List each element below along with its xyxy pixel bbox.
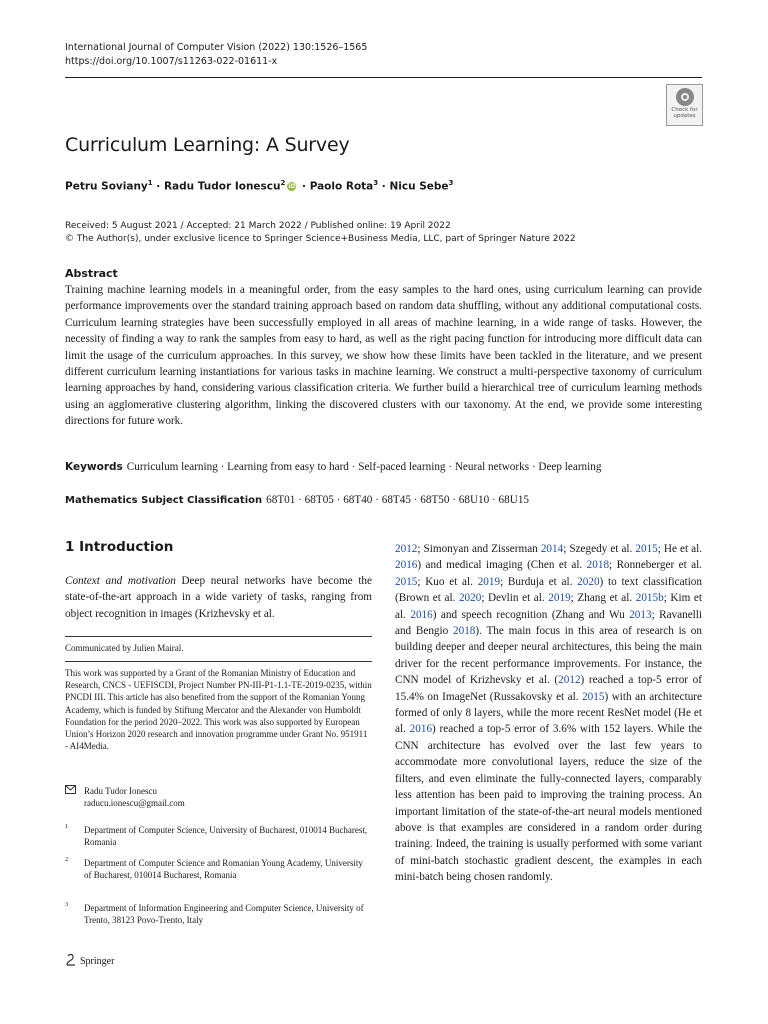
paragraph-text: ; Ravanelli and Bengio (395, 608, 703, 638)
paper-title: Curriculum Learning: A Survey (65, 134, 350, 156)
affiliation-number: 3 (65, 901, 69, 908)
paragraph-text: ; Ronneberger et al. (609, 559, 702, 572)
citation-link[interactable]: 2019 (477, 575, 501, 588)
check-updates-label-2: updates (673, 113, 696, 119)
doi-link[interactable]: https://doi.org/10.1007/s11263-022-01611-x (65, 56, 278, 67)
paragraph-text: ) and speech recognition (Zhang and Wu (432, 608, 630, 621)
affiliation-item (65, 857, 372, 881)
author-list: Petru Soviany$^1$ · Radu Tudor Ionescu$^2$ iD · Paolo Rota$^3$ · Nicu Sebe$^3$ (65, 179, 454, 193)
paragraph-lead: Context and motivation (65, 575, 176, 587)
copyright-notice: © The Author(s), under exclusive licence to Springer Science+Business Media, LLC, part of Springer Nature 2022 (65, 234, 576, 244)
publisher-footer (65, 953, 114, 970)
corresponding-author (65, 785, 372, 809)
author-affil: 2 (280, 179, 286, 187)
citation-link[interactable]: 2012 (558, 674, 581, 687)
paragraph-text: ; Szegedy et al. (563, 543, 636, 555)
citation-link[interactable]: 2012 (395, 543, 418, 555)
check-for-updates-badge[interactable] (666, 84, 703, 126)
section-heading: 1 Introduction (65, 539, 174, 555)
header-rule (65, 77, 702, 78)
intro-paragraph (65, 573, 372, 622)
check-updates-label: Check for (671, 107, 698, 113)
journal-citation: International Journal of Computer Vision (2022) 130:1526–1565 (65, 42, 368, 53)
paragraph-text: ; Burduja et al. (500, 575, 578, 588)
citation-link[interactable]: 2015 (635, 543, 658, 555)
author-name[interactable]: Paolo Rota (309, 180, 374, 193)
check-updates-icon (676, 88, 694, 106)
affiliation-text: Department of Information Engineering and Computer Science, University of Trento, 38123 Povo-Trento, Italy (84, 903, 364, 926)
paragraph-text: ; Simonyan and Zisserman (417, 543, 541, 555)
paragraph-text: ). The main focus in this area of research is on building deeper and deeper neural architectures, this being the main driver for the recent performance improvements. For instance, the CNN model of Krizhevsky et al. ( (395, 625, 702, 687)
affiliation-text: Department of Computer Science, University of Bucharest, 010014 Bucharest, Romania (84, 825, 368, 848)
msc-label: Mathematics Subject Classification (65, 495, 263, 506)
citation-link[interactable]: 2020 (458, 592, 482, 605)
affiliation-number: 2 (65, 856, 69, 863)
footnote-rule-2 (65, 661, 372, 662)
envelope-icon (65, 785, 76, 797)
affiliation-number: 1 (65, 823, 69, 830)
footnote-rule (65, 636, 372, 637)
contact-email[interactable]: raducu.ionescu@gmail.com (84, 798, 185, 809)
keywords-label: Keywords (65, 461, 123, 473)
paragraph-text: Deep neural networks have become the state-of-the-art approach in a wide variety of tasks, ranging from object recognition in images (Krizhevsky et al. (65, 575, 372, 620)
paragraph-text: ; Devlin et al. (481, 592, 549, 605)
author-affil: 3 (448, 179, 454, 187)
intro-paragraph-continued (395, 541, 702, 886)
communicated-note: Communicated by Julien Mairal. (65, 643, 184, 653)
paragraph-text: ; Kuo et al. (417, 575, 478, 588)
citation-link[interactable]: 2020 (577, 575, 600, 588)
citation-link[interactable]: 2014 (540, 543, 564, 555)
author-name[interactable]: Petru Soviany (65, 180, 148, 193)
author-name[interactable]: Nicu Sebe (389, 180, 449, 193)
author-name[interactable]: Radu Tudor Ionescu (163, 180, 281, 193)
paragraph-text: ; Kim et al. (395, 592, 702, 621)
affiliation-text: Department of Computer Science and Romanian Young Academy, University of Bucharest, 010014 Bucharest, Romania (84, 858, 363, 881)
paragraph-text: ) and medical imaging (Chen et al. (417, 559, 587, 572)
msc-text: 68T01 · 68T05 · 68T40 · 68T45 · 68T50 · 68U10 · 68U15 (266, 494, 530, 506)
publication-info (65, 220, 576, 246)
citation-link[interactable]: 2016 (410, 608, 433, 621)
paragraph-text: ) to text classification (Brown et al. (395, 575, 702, 605)
author-affil: 1 (147, 179, 153, 187)
paragraph-text: ) with an architecture formed of only 8 layers, while the more recent ResNet model (He et al. (395, 690, 702, 736)
contact-name: Radu Tudor Ionescu (84, 786, 158, 796)
affiliation-item (65, 824, 372, 848)
paragraph-text: ; Zhang et al. (570, 592, 636, 605)
abstract-heading: Abstract (65, 267, 118, 280)
orcid-icon[interactable]: iD (288, 183, 296, 190)
affiliation-item (65, 902, 372, 926)
paragraph-text: ) reached a top-5 error of 15.4% on ImageNet (Russakovsky et al. (395, 674, 702, 703)
journal-header (65, 41, 367, 69)
publication-dates: Received: 5 August 2021 / Accepted: 21 March 2022 / Published online: 19 April 2022 (65, 221, 451, 231)
paragraph-text: ) reached a top-5 error of 3.6% with 152 layers. While the CNN architecture has evolved over the last few years to accommodate more convolutional layers, reduce the size of the filters, and even eliminate the fully-connected layers, comparably less attention has been paid to improving the training process. An important limitation of the state-of-the-art neural models mentioned above is that examples are considered in a random order during training. Indeed, the training is usually performed with some variant of mini-batch stochastic gradient descent, the examples in each mini-batch being chosen randomly. (395, 723, 703, 884)
citation-link[interactable]: 2016 (395, 559, 418, 572)
citation-link[interactable]: 2016 (409, 723, 433, 736)
citation-link[interactable]: 2018 (586, 559, 610, 572)
citation-link[interactable]: 2019 (548, 592, 571, 605)
keywords-line (65, 461, 601, 473)
springer-logo-icon (65, 953, 77, 970)
paragraph-text: ; He et al. (657, 543, 703, 555)
citation-link[interactable]: 2015 (395, 575, 418, 588)
funding-note: This work was supported by a Grant of the Romanian Ministry of Education and Research, CNCS - UEFISCDI, Project Number PN-III-P1-1.1-TE-2019-0235, within PNCDI III. This article has also benefited from the support of the Romanian Young Academy, which is funded by Stiftung Mercator and the Alexander von Humboldt Foundation for the period 2020–2022. This work was also supported by European Union’s Horizon 2020 research and innovation programme under Grant No. 951911 - AI4Media. (65, 668, 372, 752)
citation-link[interactable]: 2013 (629, 608, 652, 621)
msc-line (65, 494, 529, 506)
keywords-text: Curriculum learning · Learning from easy to hard · Self-paced learning · Neural networks · Deep learning (126, 461, 602, 473)
author-affil: 3 (373, 179, 379, 187)
abstract-text: Training machine learning models in a meaningful order, from the easy samples to the hard ones, using curriculum learning can provide performance improvements over the standard training approach based on random data shuffling, without any additional computational costs. Curriculum learning strategies have been successfully employed in all areas of machine learning, in a wide range of tasks. However, the necessity of finding a way to rank the samples from easy to hard, as well as the right pacing function for introducing more difficult data can limit the usage of the curriculum approaches. In this survey, we show how these limits have been tackled in the literature, and we present different curriculum learning instantiations for various tasks in machine learning. We construct a multi-perspective taxonomy of curriculum learning approaches by hand, considering various classification criteria. We further build a hierarchical tree of curriculum learning methods using an agglomerative clustering algorithm, linking the discovered clusters with our taxonomy. At the end, we provide some interesting directions for future work. (65, 284, 702, 428)
publisher-name: Springer (80, 955, 115, 967)
citation-link[interactable]: 2015b (635, 592, 664, 605)
citation-link[interactable]: 2018 (453, 625, 476, 638)
citation-link[interactable]: 2015 (582, 690, 605, 703)
